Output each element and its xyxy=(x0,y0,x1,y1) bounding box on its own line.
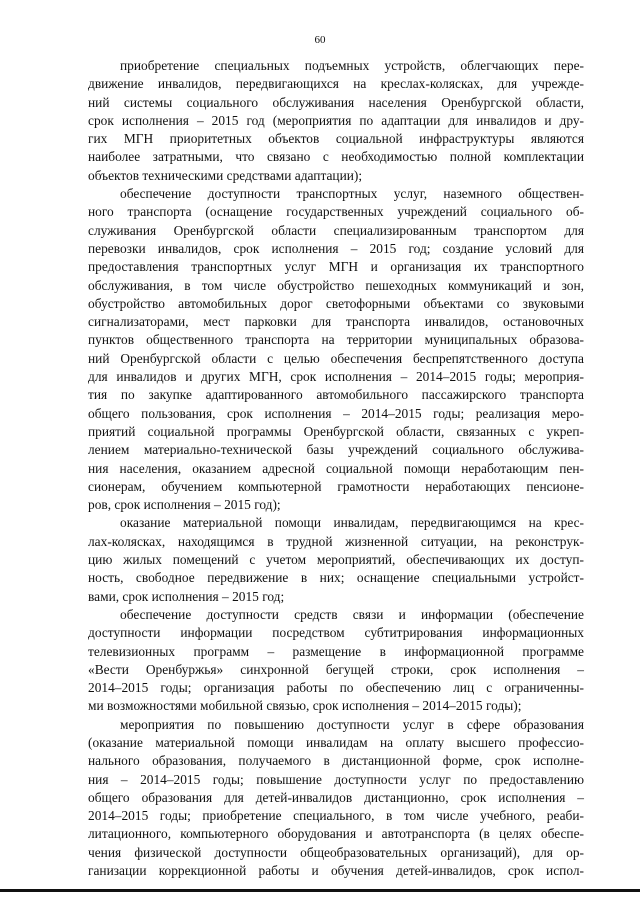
text-line: ми возможностями мобильной связью, срок исполнения – 2014–2015 годы); xyxy=(88,698,522,714)
text-line: обслуживания, в том числе обустройство пешеходных коммуникаций и зон, xyxy=(88,277,584,293)
text-line: лением материально-технической базы учреждений социального обслужива- xyxy=(88,442,584,458)
text-line: предоставления транспортных услуг МГН и организация их транспортного xyxy=(88,259,584,275)
text-line: цию жилых помещений с учетом мероприятий, обеспечивающих их доступ- xyxy=(88,552,584,568)
text-line: сигнализаторами, мест парковки для транспорта инвалидов, остановочных xyxy=(88,314,584,330)
text-line: приятий социальной программы Оренбургской области, связанных с укреп- xyxy=(88,423,584,439)
text-line: 2014–2015 годы; организация работы по обеспечению лиц с ограниченны- xyxy=(88,680,584,696)
text-line: литационного, компьютерного оборудования и автотранспорта (в целях обеспе- xyxy=(88,826,584,842)
text-line: обеспечение доступности средств связи и информации (обеспечение xyxy=(120,606,584,622)
text-line: гих МГН приоритетных объектов социальной инфраструктуры являются xyxy=(88,131,584,147)
text-line: чения физической доступности общеобразовательных организаций), для ор- xyxy=(88,844,584,860)
text-line: тия по закупке адаптированного автомобильного пассажирского транспорта xyxy=(88,387,584,403)
text-line: приобретение специальных подъемных устройств, облегчающих пере- xyxy=(120,58,584,73)
text-line: объектов техническими средствами адаптации); xyxy=(88,167,363,183)
text-line: доступности информации посредством субтитрирования информационных xyxy=(88,625,584,641)
text-line: телевизионных программ – размещение в информационной программе xyxy=(88,643,584,659)
text-line: ний системы социального обслуживания населения Оренбургской области, xyxy=(88,94,584,110)
text-line: мероприятия по повышению доступности услуг в сфере образования xyxy=(120,716,584,732)
text-line: пунктов общественного транспорта на территории муниципальных образова- xyxy=(88,332,584,348)
text-line: общего пользования, срок исполнения – 2014–2015 годы; реализация меро- xyxy=(88,405,584,421)
text-line: ного транспорта (оснащение государственных учреждений социального об- xyxy=(88,204,584,220)
text-line: вами, срок исполнения – 2015 год; xyxy=(88,588,285,604)
text-line: ганизации коррекционной работы и обучения детей-инвалидов, срок испол- xyxy=(88,863,584,879)
text-line: оказание материальной помощи инвалидам, передвигающимся на крес- xyxy=(120,515,584,531)
bottom-rule xyxy=(0,889,640,892)
text-line: ность, свободное передвижение в них; оснащение специальными устройст- xyxy=(88,570,584,586)
text-line: (оказание материальной помощи инвалидам на оплату высшего профессио- xyxy=(88,734,584,750)
text-line: ний Оренбургской области с целью обеспечения беспрепятственного доступа xyxy=(88,350,584,366)
body-text xyxy=(88,57,584,880)
text-line: лах-колясках, находящимся в трудной жизненной ситуации, на реконструк- xyxy=(88,533,584,549)
page-number: 60 xyxy=(314,34,326,46)
text-line: наиболее затратными, что связано с необходимостью полной комплектации xyxy=(88,149,584,165)
text-line: ров, срок исполнения – 2015 год); xyxy=(88,497,281,513)
text-line: перевозки инвалидов, срок исполнения – 2015 год; создание условий для xyxy=(88,240,584,256)
text-line: «Вести Оренбуржья» синхронной бегущей строки, срок исполнения – xyxy=(88,661,584,677)
text-line: обеспечение доступности транспортных услуг, наземного обществен- xyxy=(120,186,584,202)
text-line: служивания Оренбургской области специализированным транспортом для xyxy=(88,222,584,238)
text-line: общего образования для детей-инвалидов дистанционно, срок исполнения – xyxy=(88,789,584,805)
text-line: нального образования, получаемого в дистанционной форме, срок исполне- xyxy=(88,753,584,769)
text-line: срок исполнения – 2015 год (мероприятия по адаптации для инвалидов и дру- xyxy=(88,112,584,128)
text-line: обустройство автомобильных дорог светофорными объектами со звуковыми xyxy=(88,295,584,311)
text-line: ния – 2014–2015 годы; повышение доступности услуг по предоставлению xyxy=(88,771,584,787)
text-line: ния населения, оказанием адресной социальной помощи неработающим пен- xyxy=(88,460,584,476)
text-line: движение инвалидов, передвигающихся на креслах-колясках, для учрежде- xyxy=(88,76,584,92)
text-line: для инвалидов и других МГН, срок исполнения – 2014–2015 годы; мероприя- xyxy=(88,369,584,385)
text-line: сионерам, обучением компьютерной грамотности неработающих пенсионе- xyxy=(88,478,584,494)
text-line: 2014–2015 годы; приобретение специального, в том числе учебного, реаби- xyxy=(88,808,584,824)
